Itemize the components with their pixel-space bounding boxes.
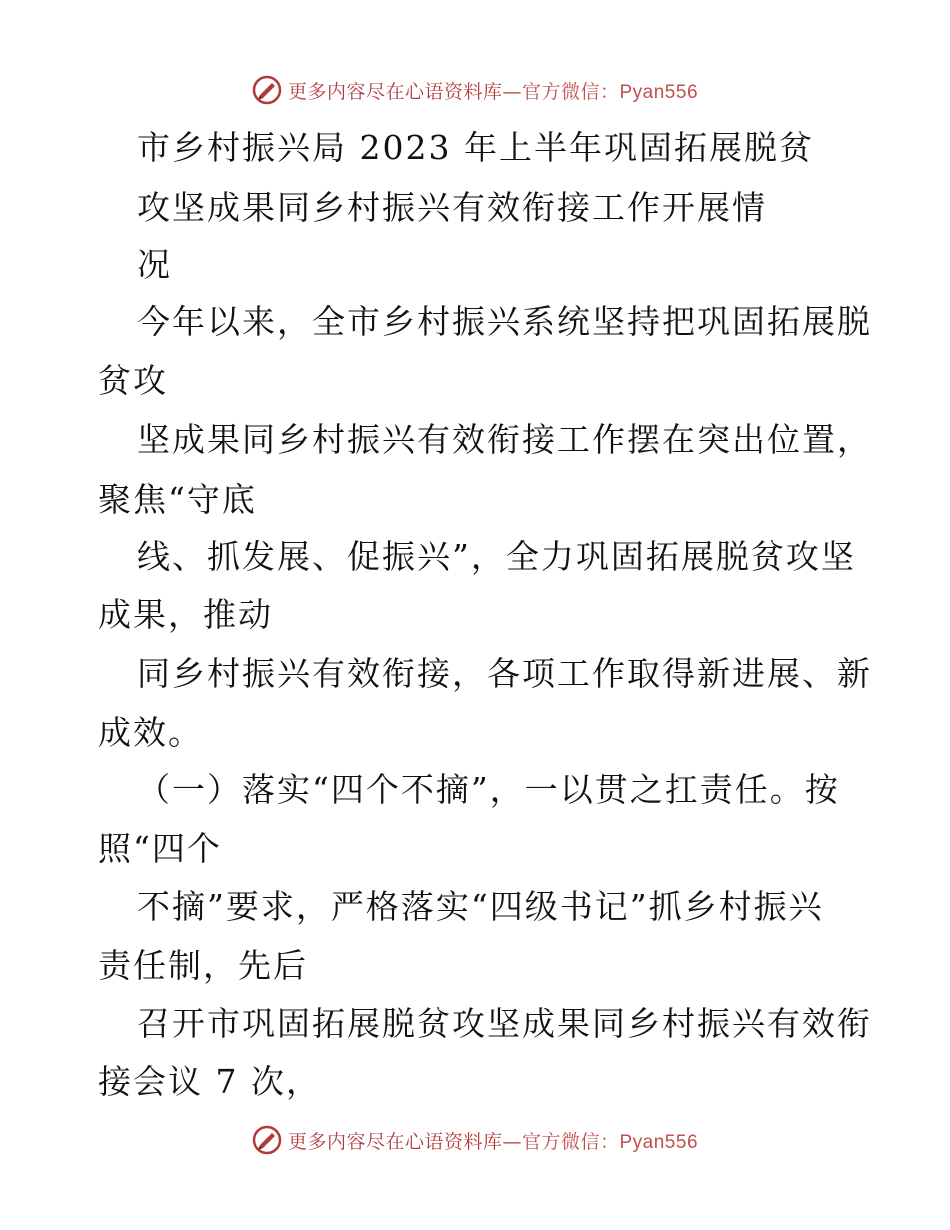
body-line: 接会议 7 次，	[98, 1062, 321, 1101]
body-line: 不摘”要求，严格落实“四级书记”抓乡村振兴	[137, 887, 824, 926]
body-line: 今年以来，全市乡村振兴系统坚持把巩固拓展脱	[137, 302, 872, 341]
body-line: 责任制，先后	[98, 946, 308, 985]
body-line: 贫攻	[98, 361, 168, 400]
pen-logo-icon	[252, 1125, 282, 1155]
doc-title-line-1: 市乡村振兴局 2023 年上半年巩固拓展脱贫	[137, 128, 814, 167]
footer-watermark-banner	[0, 1120, 950, 1160]
body-line: 成果，推动	[98, 595, 273, 634]
pen-logo-icon	[252, 75, 282, 105]
doc-title-line-3: 况	[137, 245, 172, 284]
body-line: 同乡村振兴有效衔接，各项工作取得新进展、新	[137, 654, 872, 693]
footer-watermark-text: 更多内容尽在心语资料库—官方微信：Pyan556	[287, 1130, 699, 1153]
header-watermark-text: 更多内容尽在心语资料库—官方微信：Pyan556	[287, 80, 699, 103]
body-line: 成效。	[98, 713, 203, 752]
body-line: 召开市巩固拓展脱贫攻坚成果同乡村振兴有效衔	[137, 1004, 872, 1043]
header-watermark-banner	[0, 70, 950, 110]
body-line: 线、抓发展、促振兴”，全力巩固拓展脱贫攻坚	[137, 537, 856, 576]
body-line: 照“四个	[98, 829, 222, 868]
doc-title-line-2: 攻坚成果同乡村振兴有效衔接工作开展情	[137, 188, 767, 227]
body-line: 坚成果同乡村振兴有效衔接工作摆在突出位置，	[137, 420, 872, 459]
body-line: 聚焦“守底	[98, 480, 257, 519]
body-line: （一）落实“四个不摘”，一以贯之扛责任。按	[137, 770, 840, 809]
